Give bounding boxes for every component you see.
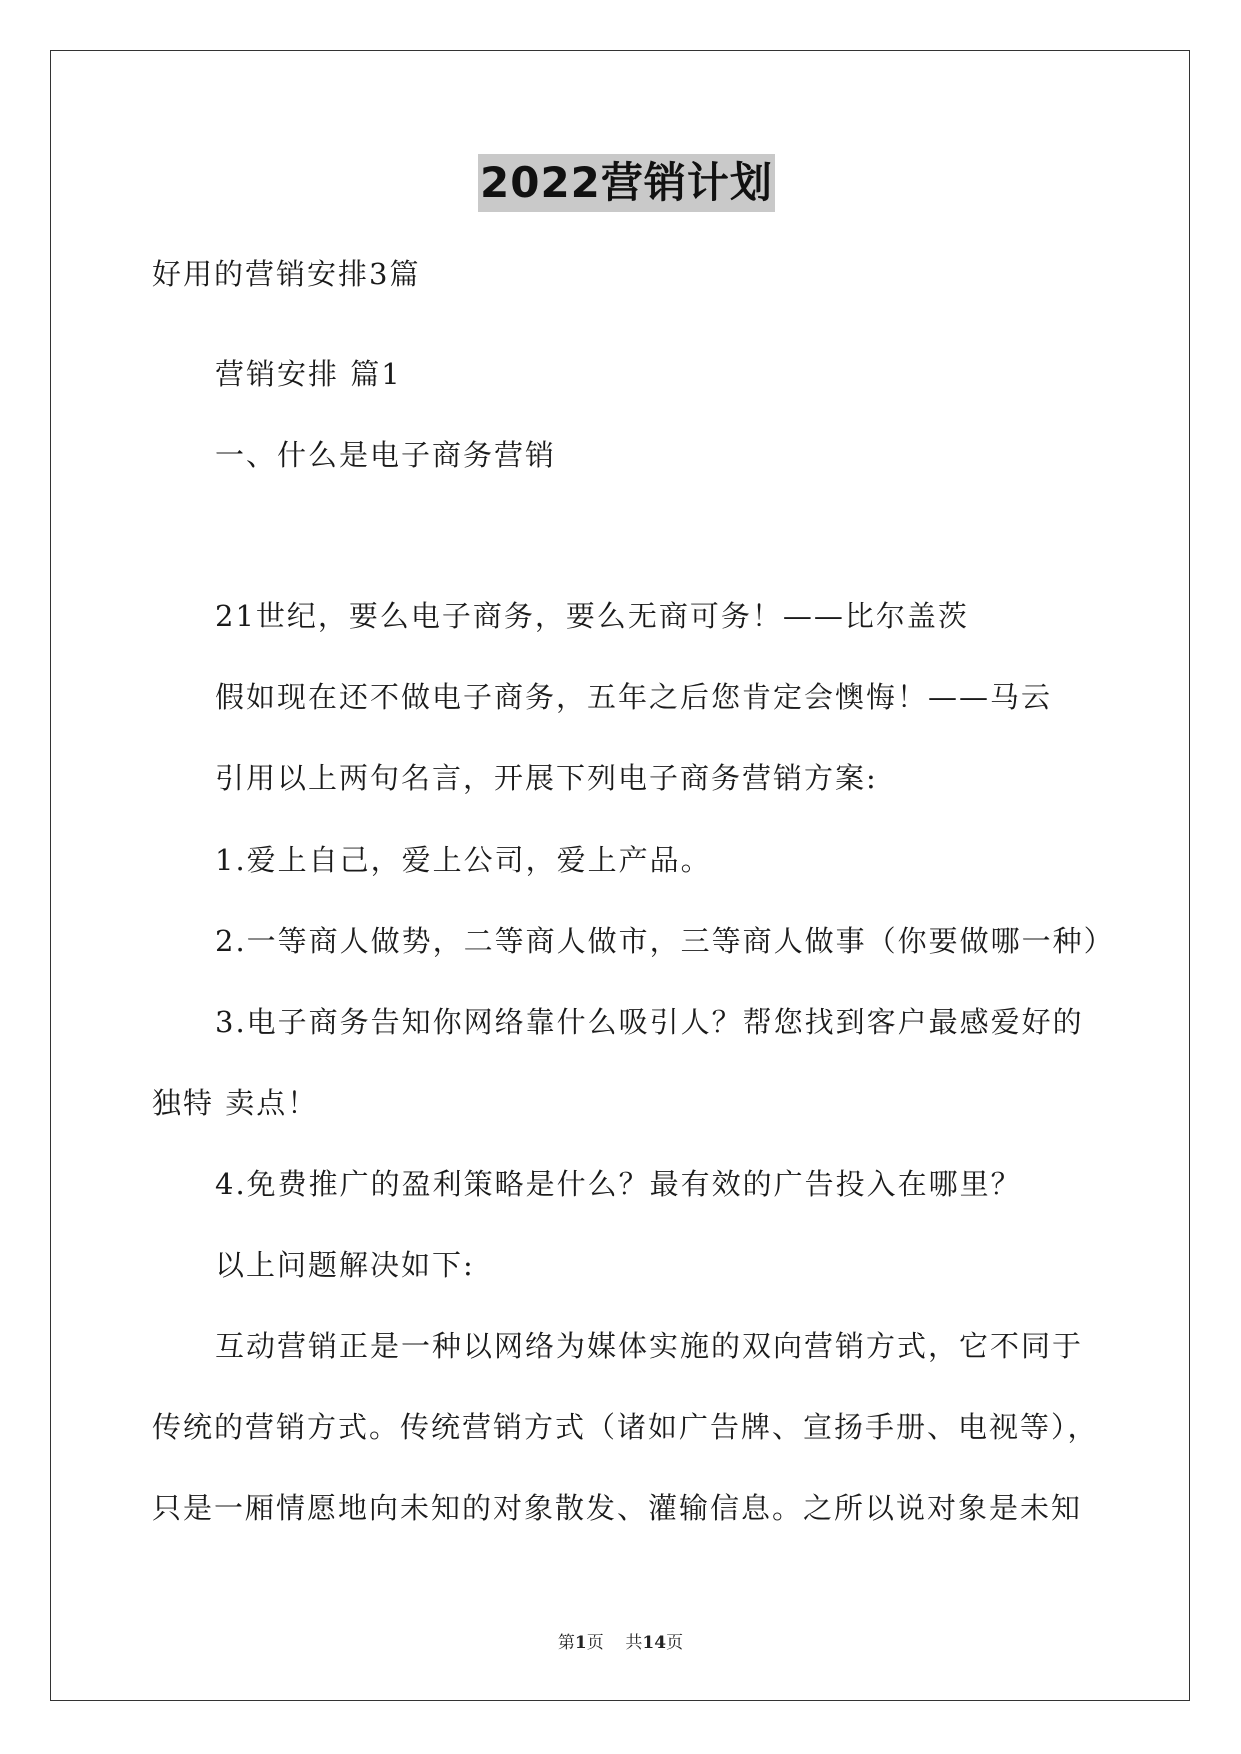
total-prefix: 共: [625, 1633, 643, 1653]
total-suffix: 页: [666, 1633, 684, 1653]
subtitle-line: 好用的营销安排3篇: [152, 257, 421, 291]
subsection-heading: 一、什么是电子商务营销: [215, 438, 557, 472]
body-line: 互动营销正是一种以网络为媒体实施的双向营销方式，它不同于: [215, 1329, 1084, 1363]
body-line: 传统的营销方式。传统营销方式（诸如广告牌、宣扬手册、电视等），: [152, 1410, 1099, 1444]
body-line: 以上问题解决如下:: [215, 1248, 475, 1282]
document-title: 2022营销计划: [478, 154, 775, 212]
quote-line: 假如现在还不做电子商务，五年之后您肯定会懊悔！——马云: [215, 680, 1053, 714]
list-item: 3.电子商务告知你网络靠什么吸引人？帮您找到客户最感爱好的: [215, 1005, 1084, 1039]
page-prefix: 第: [557, 1633, 575, 1653]
list-item: 4.免费推广的盈利策略是什么？最有效的广告投入在哪里？: [215, 1167, 1022, 1201]
list-item: 1.爱上自己，爱上公司，爱上产品。: [215, 843, 712, 877]
body-line: 只是一厢情愿地向未知的对象散发、灌输信息。之所以说对象是未知: [152, 1491, 1083, 1525]
page-suffix: 页: [586, 1633, 604, 1653]
section-heading: 营销安排 篇1: [215, 357, 402, 391]
total-pages: 14: [642, 1633, 667, 1653]
page-footer: [0, 1628, 1241, 1653]
page-number: 1: [574, 1633, 587, 1653]
body-line: 引用以上两句名言，开展下列电子商务营销方案:: [215, 761, 878, 795]
quote-line: 21世纪，要么电子商务，要么无商可务！——比尔盖茨: [215, 599, 969, 633]
list-item-continuation: 独特 卖点！: [152, 1086, 319, 1120]
list-item: 2.一等商人做势，二等商人做市，三等商人做事（你要做哪一种）: [215, 924, 1115, 958]
